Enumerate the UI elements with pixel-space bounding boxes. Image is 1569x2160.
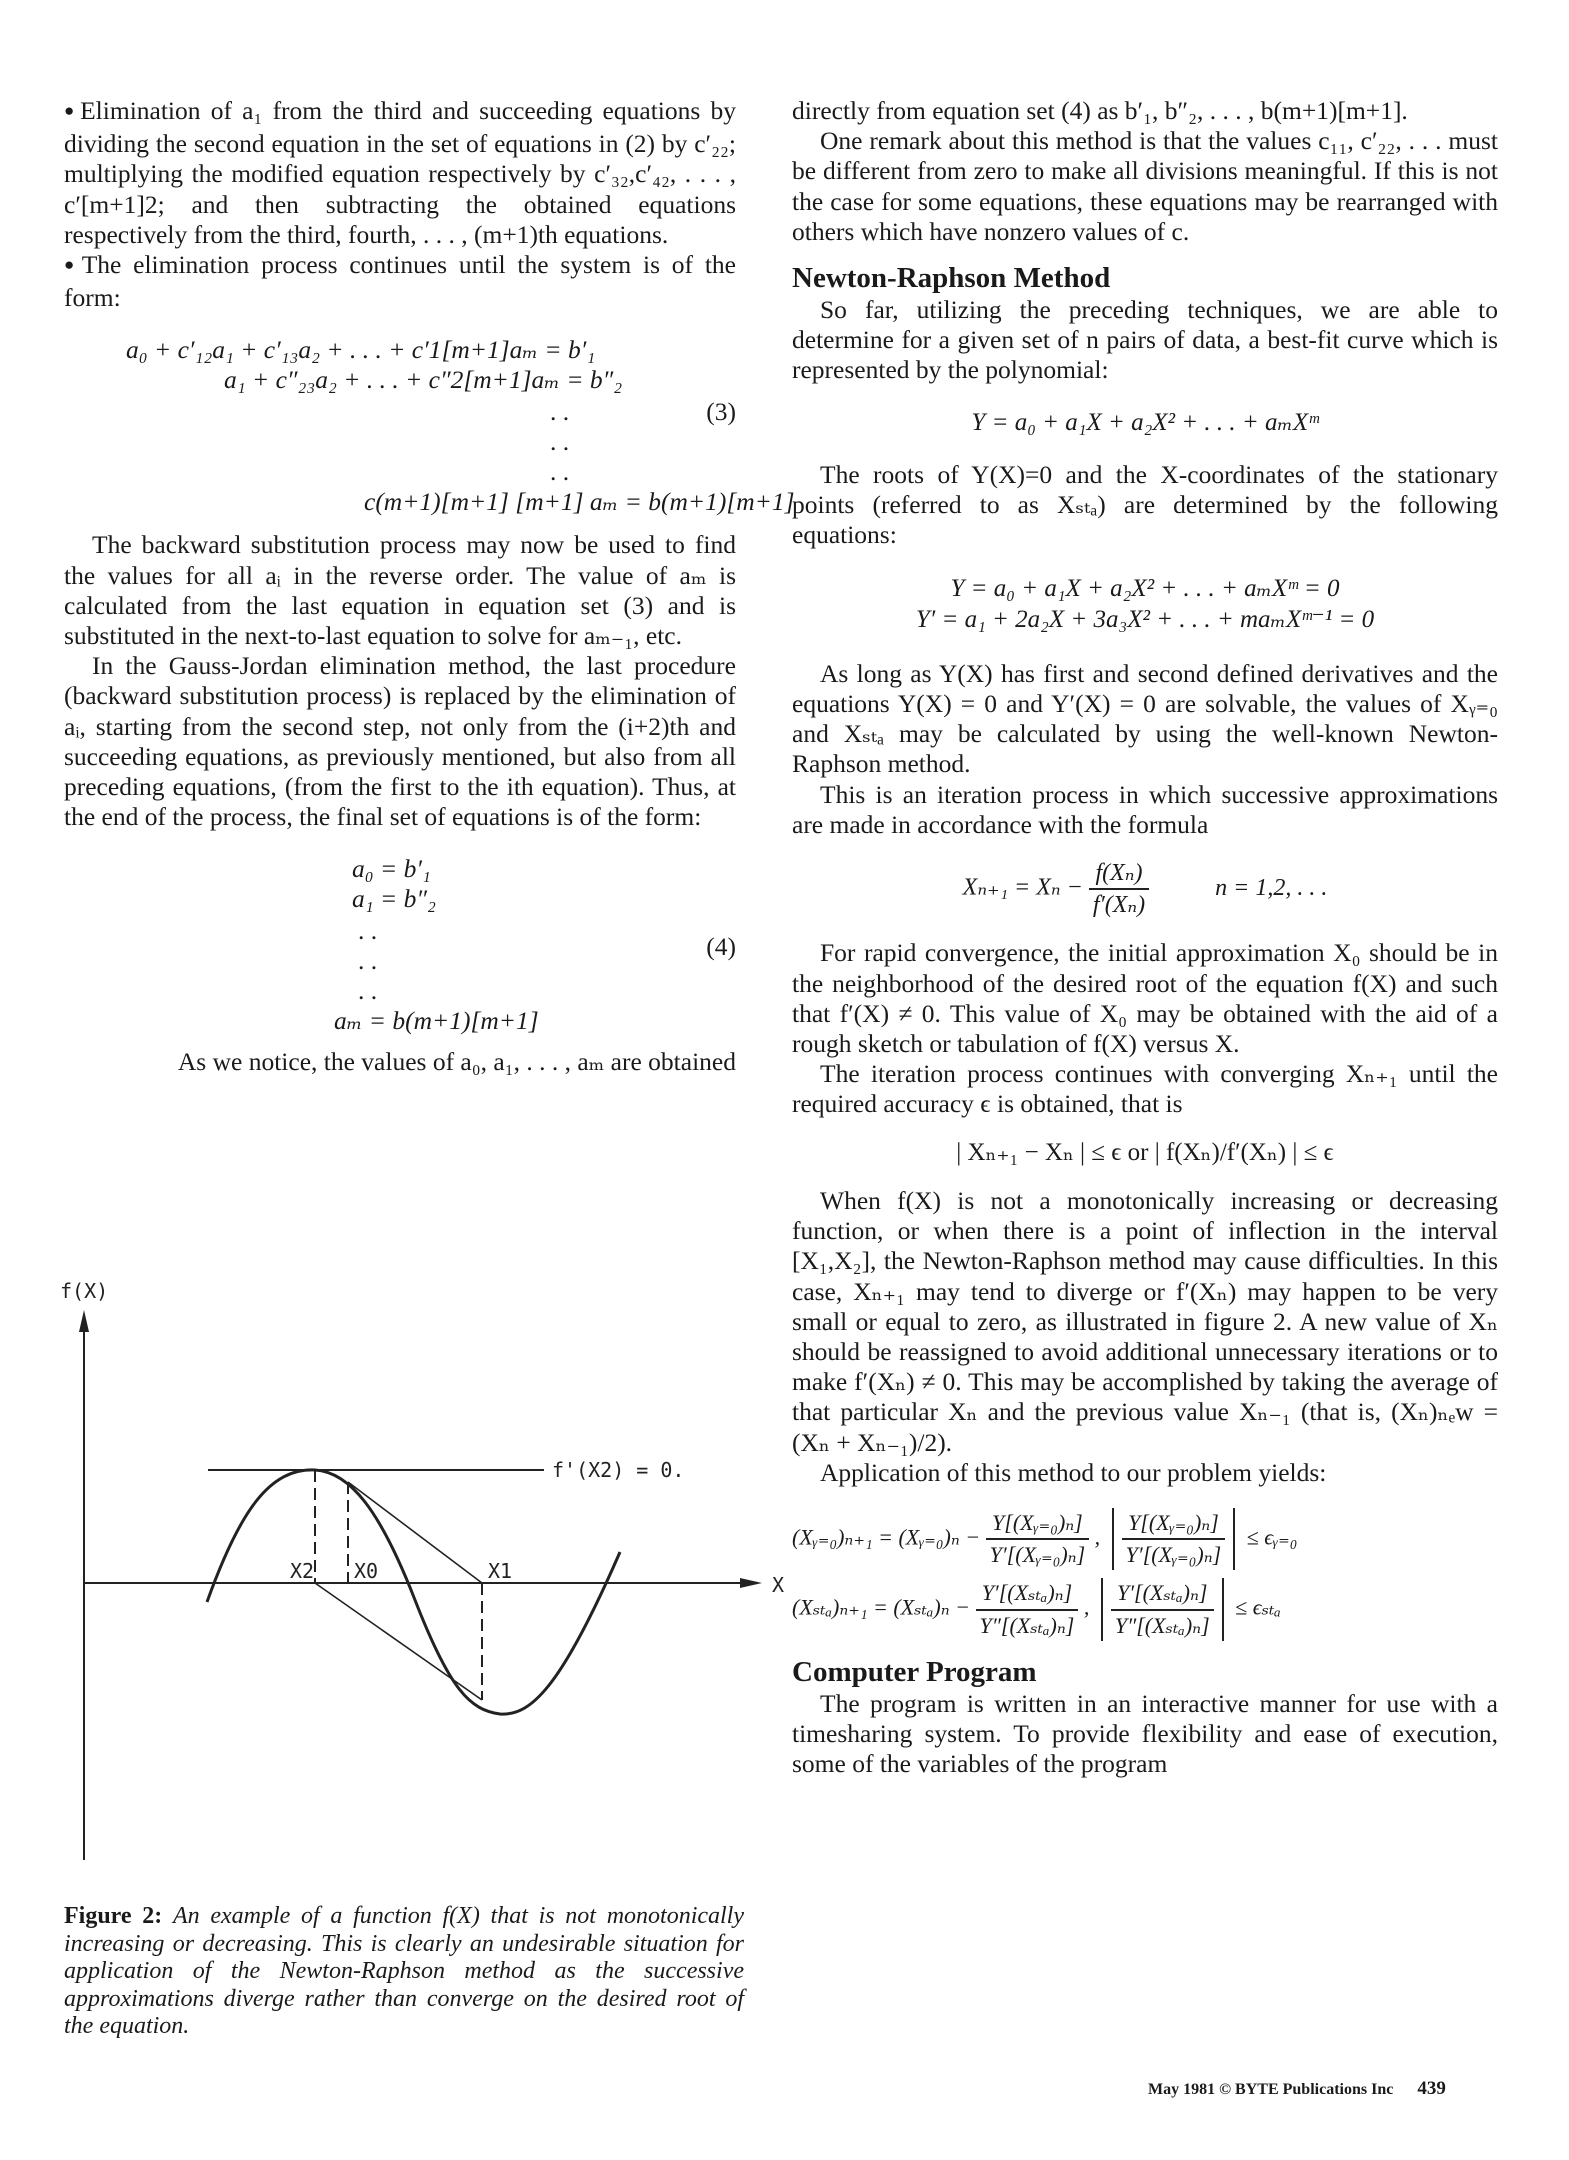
paragraph-as-long-as: As long as Y(X) has first and second defined derivatives and the equations Y(X) = 0 and Y′(X) = 0 are solvable, the values of Xᵧ₌₀ and Xₛₜₐ may be calculated by using the well-known Newton-Raphson method. <box>792 658 1498 779</box>
y-axis-label: f(X) <box>60 1279 109 1303</box>
equation-roots-y: Y = a₀ + a₁X + a₂X² + . . . + aₘXᵐ = 0 <box>950 575 1340 603</box>
paragraph-backward-substitution: The backward substitution process may now be used to find the values for all aᵢ in the reverse order. The value of aₘ is calculated from the last equation in equation set (3) and is substituted in the next-to-last equation to solve for aₘ₋₁, etc. <box>64 530 736 651</box>
tangent-x1-to-x2 <box>315 1583 482 1700</box>
paragraph-so-far: So far, utilizing the preceding techniques, we are able to determine for a given set of n pairs of data, a best-fit curve which is represented by the polynomial: <box>792 295 1498 385</box>
paragraph-iteration: This is an iteration process in which successive approximations are made in accordance with the formula <box>792 779 1498 839</box>
heading-newton-raphson: Newton-Raphson Method <box>792 262 1111 295</box>
equation-set-4 <box>64 854 736 1039</box>
eq4-line-1: a₀ = b′₁ <box>352 854 431 884</box>
bullet-elimination: ● Elimination of a₁ from the third and succeeding equations by dividing the second equation in the set of equations in (2) by c′₂₂; multiplying the modified equation respectively by c′₃₂,c′₄₂, . . . , c′[m+1]2; and then subtracting the obtained equations respectively from the third, fourth, . . . , (m+1)th equations. <box>64 96 736 250</box>
paragraph-when: When f(X) is not a monotonically increasing or decreasing function, or when there is a point of inflection in the interval [X₁,X₂], the Newton-Raphson method may cause difficulties. In this case, Xₙ₊₁ may tend to diverge or f′(Xₙ) may happen to be very small or equal to zero, as illustrated in figure 2. A new value of Xₙ should be reassigned to avoid additional unnecessary iterations or to make f′(Xₙ) ≠ 0. This may be accomplished by taking the average of that particular Xₙ and the previous value Xₙ₋₁ (that is, (Xₙ)ₙₑw = (Xₙ + Xₙ₋₁)/2). <box>792 1185 1498 1457</box>
point-label-x0: X0 <box>354 1559 379 1583</box>
newton-range: n = 1,2, . . . <box>1215 874 1328 901</box>
eq4-line-2: a₁ = b″₂ <box>352 884 436 914</box>
paragraph-gauss-jordan: In the Gauss-Jordan elimination method, the last procedure (backward substitution process) is replaced by the elimination of aᵢ, starting from the second step, not only from the (i+2)th and succeeding equations, as previously mentioned, but also from all preceding equations, (from the first to the ith equation). Thus, at the end of the process, the final set of equations is of the form: <box>64 651 736 832</box>
right-column <box>792 96 1498 1779</box>
caption-text: An example of a function f(X) that is not monotonically increasing or decreasing. This is clearly an undesirable situation for application of the Newton-Raphson method as the successive approximations diverge rather than converge on the desired root of the equation. <box>64 1903 745 2039</box>
paragraph-application: Application of this method to our problem yields: <box>820 1457 1327 1487</box>
tangent-label: f'(X2) = 0. <box>552 1458 685 1482</box>
equation-newton-formula <box>792 858 1498 920</box>
left-column <box>64 96 795 1078</box>
paragraph-directly: directly from equation set (4) as b′₁, b″₂, . . . , b(m+1)[m+1]. <box>792 96 1408 125</box>
x-axis-label: X <box>772 1573 785 1597</box>
eq3-number: (3) <box>706 397 736 427</box>
bullet-process: ● The elimination process continues until the system is of the form: <box>64 250 736 313</box>
figure-caption <box>64 1903 744 2041</box>
paragraph-as-we-notice: As we notice, the values of a₀, a₁, . . . , aₘ are obtained <box>177 1047 736 1077</box>
newton-fraction: $\frac{\text{f(Xₙ)}}{\text{f′(Xₙ)}}$ <box>1089 858 1149 920</box>
paragraph-roots: The roots of Y(X)=0 and the X-coordinates of the stationary points (referred to as Xₛₜₐ) are determined by the following equations: <box>792 459 1498 550</box>
paragraph-program: The program is written in an interactive manner for use with a timesharing system. To provide flexibility and ease of execution, some of the variables of the program <box>792 1688 1498 1779</box>
page-number: 439 <box>1417 2078 1446 2099</box>
footer-credit: May 1981 © BYTE Publications Inc <box>1148 2081 1394 2098</box>
equation-application-2: (Xₛₜₐ)ₙ₊₁ = (Xₛₜₐ)ₙ − $\frac{\text{Y′[(Xₛₜₐ)ₙ]}}{\text{Y″[(Xₛₜₐ)ₙ]}}$ , $\frac{\text{Y′[(Xₛₜₐ)ₙ]}}{\text{Y″[(Xₛₜₐ)ₙ]}}$ ≤ ϵₛₜₐ <box>792 1578 1498 1640</box>
paragraph-rapid-convergence: For rapid convergence, the initial approximation X₀ should be in the neighborhood of the desired root of the equation f(X) and such that f′(X) ≠ 0. This value of X₀ may be obtained with the aid of a rough sketch or tabulation of f(X) versus X. <box>792 938 1498 1059</box>
paragraph-iteration-continues: The iteration process continues with converging Xₙ₊₁ until the required accuracy ϵ is obtained, that is <box>792 1059 1498 1119</box>
eq4-dots: . . . . . . <box>358 916 378 1006</box>
eq3-line-last: c(m+1)[m+1] [m+1] aₘ = b(m+1)[m+1] <box>364 487 795 517</box>
function-curve <box>207 1470 620 1714</box>
eq3-line-1: a₀ + c′₁₂a₁ + c′₁₃a₂ + . . . + c′1[m+1]aₘ = b′₁ <box>126 335 596 365</box>
y-axis-arrow-icon <box>79 1310 89 1332</box>
equation-application-1: (Xᵧ₌₀)ₙ₊₁ = (Xᵧ₌₀)ₙ − $\frac{\text{Y[(Xᵧ₌₀)ₙ]}}{\text{Y′[(Xᵧ₌₀)ₙ]}}$ , $\frac{\text{Y[(Xᵧ₌₀)ₙ]}}{\text{Y′[(Xᵧ₌₀)ₙ]}}$ ≤ ϵᵧ₌₀ <box>792 1508 1498 1570</box>
equation-roots-yprime: Y′ = a₁ + 2a₂X + 3a₃X² + . . . + maₘXᵐ⁻¹ = 0 <box>915 605 1375 633</box>
newton-lhs: Xₙ₊₁ = Xₙ − <box>962 874 1083 901</box>
figure-2-plot <box>50 1270 790 1870</box>
figure-2 <box>50 1270 790 1870</box>
eq4-line-last: aₘ = b(m+1)[m+1] <box>334 1006 539 1036</box>
x-axis-arrow-icon <box>740 1578 762 1588</box>
eq4-number: (4) <box>706 932 736 962</box>
point-label-x2: X2 <box>290 1559 315 1583</box>
eq3-dots: . . . . . . <box>550 397 570 487</box>
equation-set-3 <box>64 335 795 520</box>
equation-roots <box>792 574 1498 634</box>
caption-label: Figure 2: <box>64 1903 163 1929</box>
eq3-line-2: a₁ + c″₂₃a₂ + . . . + c″2[m+1]aₘ = b″₂ <box>224 365 623 395</box>
equation-accuracy: | Xₙ₊₁ − Xₙ | ≤ ϵ or | f(Xₙ)/f′(Xₙ) | ≤ ϵ <box>956 1138 1334 1166</box>
page-footer <box>1148 2078 1446 2100</box>
point-label-x1: X1 <box>488 1559 513 1583</box>
equation-polynomial: Y = a₀ + a₁X + a₂X² + . . . + aₘXᵐ <box>971 408 1319 436</box>
heading-computer-program: Computer Program <box>792 1655 1037 1688</box>
paragraph-remark: One remark about this method is that the values c₁₁, c′₂₂, . . . must be different from zero to make all divisions meaningful. If this is not the case for some equations, these equations may be rearranged with others which have nonzero values of c. <box>792 126 1498 246</box>
